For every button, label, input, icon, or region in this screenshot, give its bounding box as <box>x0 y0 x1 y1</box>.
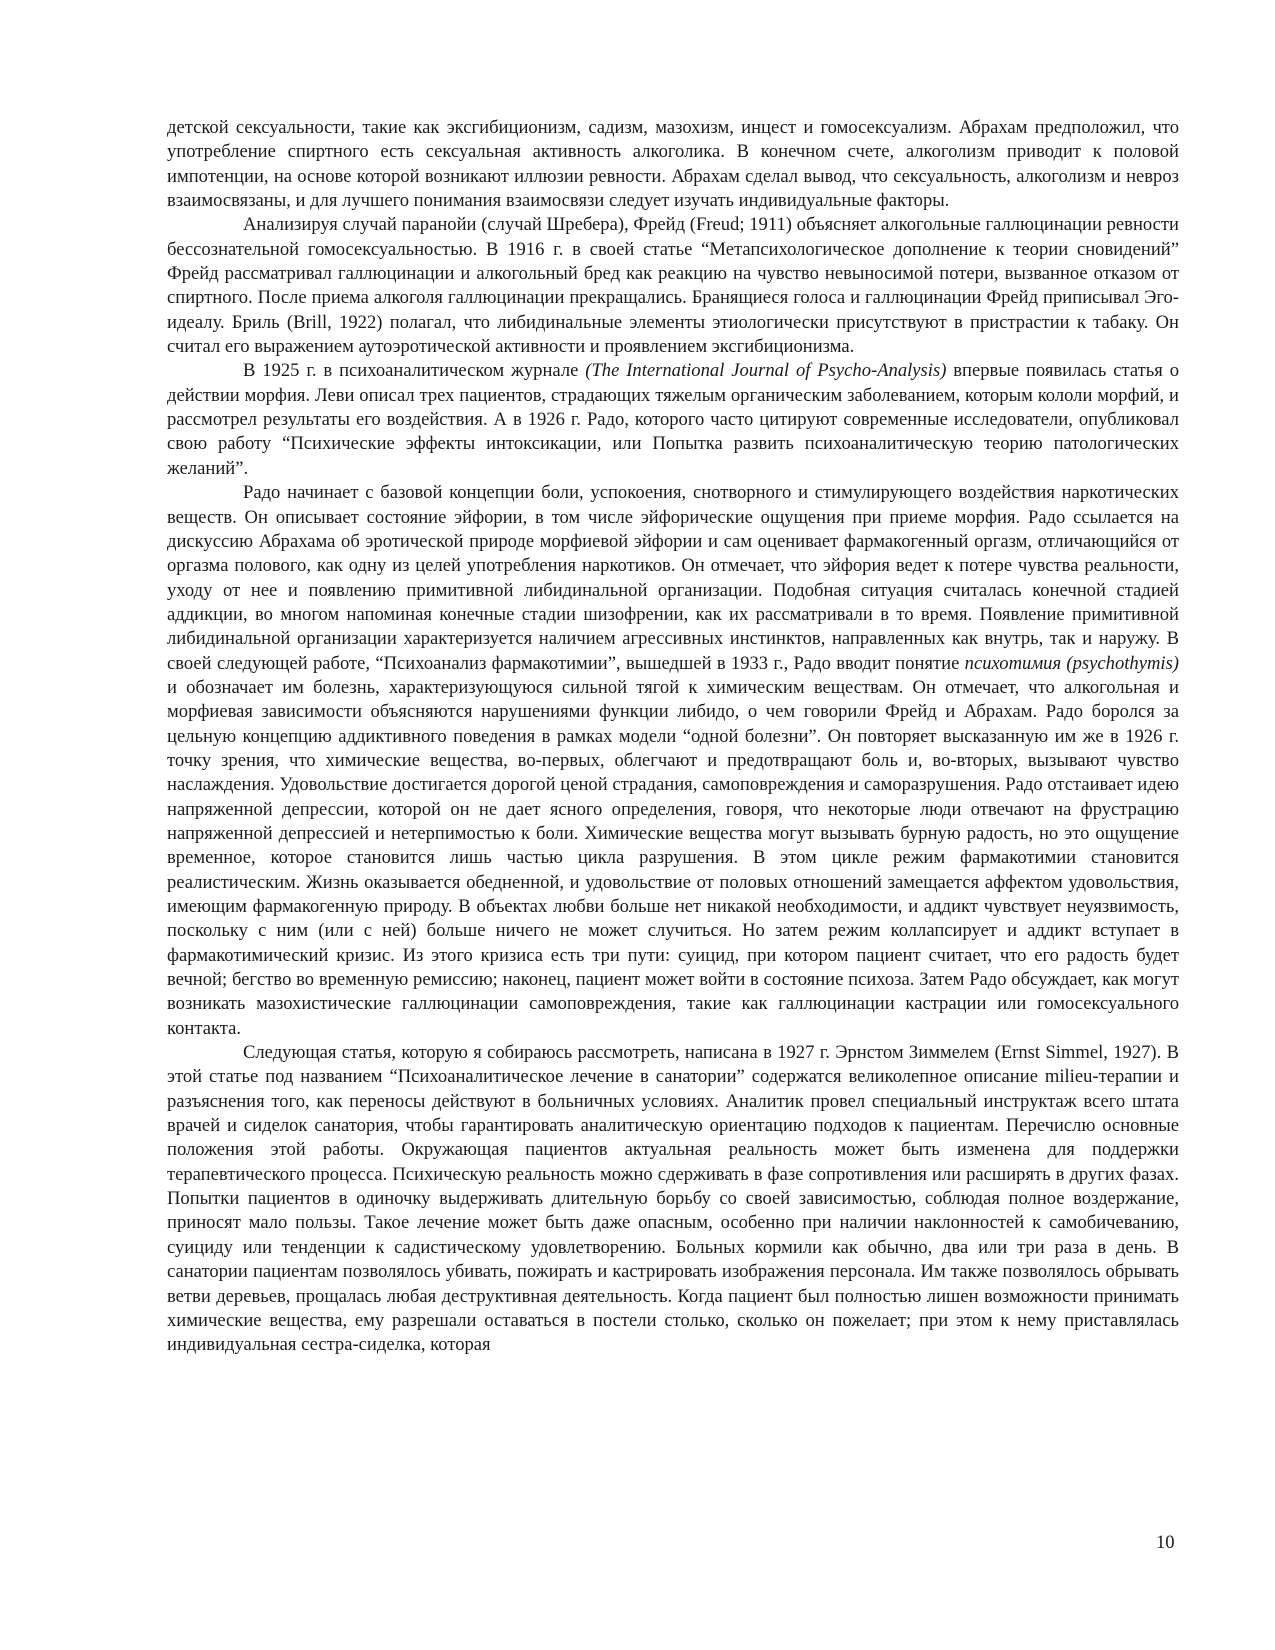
paragraph <box>167 481 1179 1041</box>
paragraph <box>167 359 1179 481</box>
text-run: впервые появилась статья о действии морфия. Леви описал трех пациентов, страдающих тяжелым органическим заболеванием, которым кололи морфий, и рассмотрел результаты его воздействия. А в 1926 г. Радо, которого часто цитируют современные исследователи, опубликовал свою работу “Психические эффекты интоксикации, или Попытка развить психоаналитическую теорию патологических желаний”. <box>167 360 1179 479</box>
body-text <box>167 116 1179 1358</box>
text-run: В 1925 г. в психоаналитическом журнале <box>243 360 586 382</box>
paragraph <box>167 116 1179 213</box>
text-run: Анализируя случай паранойи (случай Шребера), Фрейд (Freud; 1911) объясняет алкогольные галлюцинации ревности бессознательной гомосексуальностью. В 1916 г. в своей статье “Метапсихологическое дополнение к теории сновидений” Фрейд рассматривал галлюцинации и алкогольный бред как реакцию на чувство невыносимой потери, вызванное отказом от спиртного. После приема алкоголя галлюцинации прекращались. Бранящиеся голоса и галлюцинации Фрейд приписывал Эго-идеалу. Бриль (Brill, 1922) полагал, что либидинальные элементы этиологически присутствуют в пристрастии к табаку. Он считал его выражением аутоэротической активности и проявлением эксгибиционизма. <box>167 214 1179 358</box>
page-number: 10 <box>1156 1532 1175 1553</box>
paragraph <box>167 1041 1179 1357</box>
text-run: Следующая статья, которую я собираюсь рассмотреть, написана в 1927 г. Эрнстом Зиммелем (Ernst Simmel, 1927). В этой статье под названием “Психоаналитическое лечение в санатории” содержатся великолепное описание milieu-терапии и разъяснения того, как переносы действуют в больничных условиях. Аналитик провел специальный инструктаж всего штата врачей и сиделок санатория, чтобы гарантировать аналитическую ориентацию подходов к пациентам. Перечислю основные положения этой работы. Окружающая пациентов актуальная реальность может быть изменена для поддержки терапевтического процесса. Психическую реальность можно сдерживать в фазе сопротивления или расширять в других фазах. Попытки пациентов в одиночку выдерживать длительную борьбу со своей зависимостью, соблюдая полное воздержание, приносят мало пользы. Такое лечение может быть даже опасным, особенно при наличии наклонностей к самобичеванию, суициду или тенденции к садистическому удовлетворению. Больных кормили как обычно, два или три раза в день. В санатории пациентам позволялось убивать, пожирать и кастрировать изображения персонала. Им также позволялось обрывать ветви деревьев, прощалась любая деструктивная деятельность. Когда пациент был полностью лишен возможности принимать химические вещества, ему разрешали оставаться в постели столько, сколько он пожелает; при этом к нему приставлялась индивидуальная сестра-сиделка, которая <box>167 1042 1179 1356</box>
paragraph <box>167 213 1179 359</box>
text-run: детской сексуальности, такие как эксгибиционизм, садизм, мазохизм, инцест и гомосексуализм. Абрахам предположил, что употребление спиртного есть сексуальная активность алкоголика. В конечном счете, алкоголизм приводит к половой импотенции, на основе которой возникают иллюзии ревности. Абрахам сделал вывод, что сексуальность, алкоголизм и невроз взаимосвязаны, и для лучшего понимания взаимосвязи следует изучать индивидуальные факторы. <box>167 117 1179 212</box>
text-run: Радо начинает с базовой концепции боли, успокоения, снотворного и стимулирующего воздействия наркотических веществ. Он описывает состояние эйфории, в том числе эйфорические ощущения при приеме морфия. Радо ссылается на дискуссию Абрахама об эротической природе морфиевой эйфории и сам оценивает фармакогенный оргазм, отличающийся от оргазма полового, как одну из целей употребления наркотиков. Он отмечает, что эйфория ведет к потере чувства реальности, уходу от нее и появлению примитивной либидинальной организации. Подобная ситуация считалась конечной стадией аддикции, во многом напоминая конечные стадии шизофрении, как их рассматривали в то время. Появление примитивной либидинальной организации характеризуется наличием агрессивных инстинктов, направленных как внутрь, так и наружу. В своей следующей работе, “Психоанализ фармакотимии”, вышедшей в 1933 г., Радо вводит понятие <box>167 482 1179 674</box>
italic-text: (The International Journal of Psycho-Analysis) <box>585 360 947 382</box>
text-run: и обозначает им болезнь, характеризующуюся сильной тягой к химическим веществам. Он отмечает, что алкогольная и морфиевая зависимости объясняются нарушениями функции либидо, о чем говорили Фрейд и Абрахам. Радо боролся за цельную концепцию аддиктивного поведения в рамках модели “одной болезни”. Он повторяет высказанную им же в 1926 г. точку зрения, что химические вещества, во-первых, облегчают и предотвращают боль и, во-вторых, вызывают чувство наслаждения. Удовольствие достигается дорогой ценой страдания, самоповреждения и саморазрушения. Радо отстаивает идею напряженной депрессии, которой он не дает ясного определения, говоря, что некоторые люди отвечают на фрустрацию напряженной депрессией и нетерпимостью к боли. Химические вещества могут вызывать бурную радость, но это ощущение временное, которое становится лишь частью цикла разрушения. В этом цикле режим фармакотимии становится реалистическим. Жизнь оказывается обедненной, и удовольствие от половых отношений замещается аффектом удовольствия, имеющим фармакогенную природу. В объектах любви больше нет никакой необходимости, и аддикт чувствует неуязвимость, поскольку с ним (или с ней) больше ничего не может случиться. Но затем режим коллапсирует и аддикт вступает в фармакотимический кризис. Из этого кризиса есть три пути: суицид, при котором пациент считает, что его радость будет вечной; бегство во временную ремиссию; наконец, пациент может войти в состояние психоза. Затем Радо обсуждает, как могут возникать мазохистические галлюцинации самоповреждения, такие как галлюцинации кастрации или гомосексуального контакта. <box>167 676 1179 1039</box>
italic-text: психотимия (psychothymis) <box>964 652 1179 674</box>
